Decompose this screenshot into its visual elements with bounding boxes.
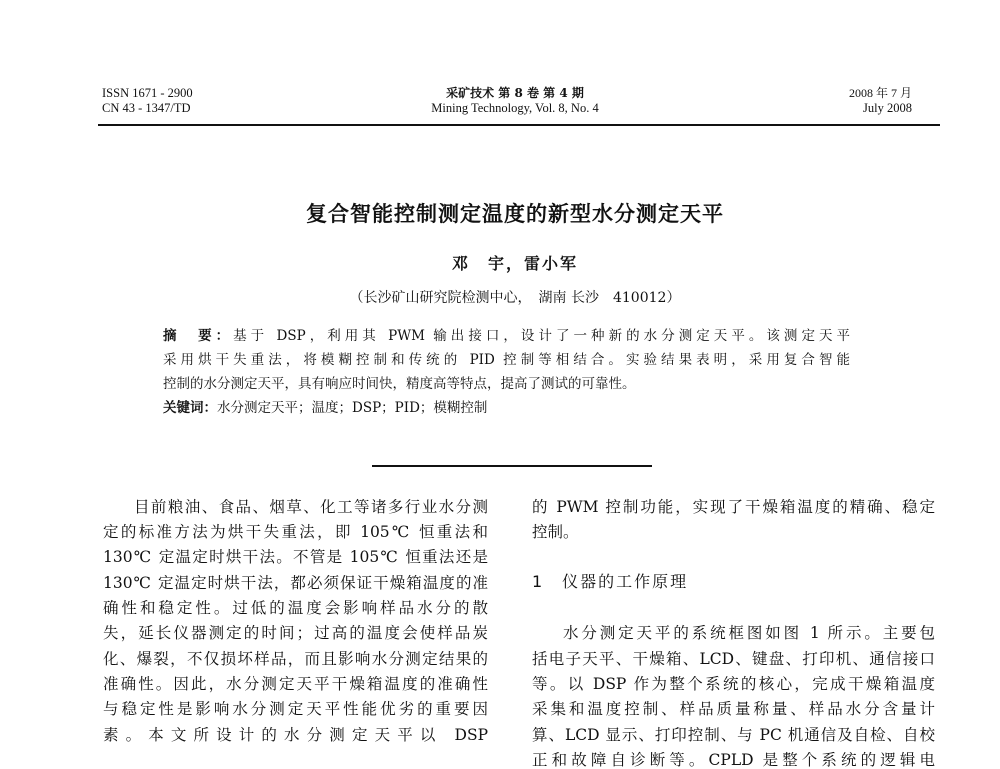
journal-name-block	[360, 86, 670, 116]
body-line: 采集和温度控制、样品质量称量、样品水分含量计	[532, 700, 935, 718]
body-line: 目前粮油、食品、烟草、化工等诸多行业水分测	[134, 498, 488, 516]
body-line: 定的标准方法为烘干失重法，即 105℃ 恒重法和	[103, 523, 488, 541]
date-en: July 2008	[863, 101, 912, 115]
body-line: 确性和稳定性。过低的温度会影响样品水分的散	[103, 599, 488, 617]
body-line: 水分测定天平的系统框图如图 1 所示。主要包	[563, 624, 935, 642]
cn-number: CN 43 - 1347/TD	[102, 101, 191, 115]
journal-name-en: Mining Technology, Vol. 8, No. 4	[431, 101, 599, 115]
affiliation: （长沙矿山研究院检测中心， 湖南 长沙 410012）	[349, 290, 681, 306]
separator-rule	[372, 465, 652, 467]
section-heading: 1 仪器的工作原理	[532, 572, 689, 591]
body-line: 正和故障自诊断等。CPLD 是整个系统的逻辑电	[532, 751, 935, 769]
body-line: 的 PWM 控制功能，实现了干燥箱温度的精确、稳定	[532, 498, 935, 516]
body-line: 130℃ 定温定时烘干法，都必须保证干燥箱温度的准	[103, 574, 488, 592]
journal-issn-block	[102, 86, 193, 116]
body-line: 失，延长仪器测定的时间；过高的温度会使样品炭	[103, 624, 488, 642]
keywords-label: 关键词：	[163, 400, 217, 416]
abstract-line: 采用烘干失重法，将模糊控制和传统的 PID 控制等相结合。实验结果表明，采用复合智能	[163, 352, 850, 368]
body-line: 准确性。因此，水分测定天平干燥箱温度的准确性	[103, 675, 488, 693]
body-line: 与稳定性是影响水分测定天平性能优劣的重要因	[103, 700, 488, 718]
date-cn: 2008 年 7 月	[848, 86, 912, 100]
abstract-line: 控制的水分测定天平，具有响应时间快，精度高等特点，提高了测试的可靠性。	[163, 376, 636, 392]
keywords: 水分测定天平；温度；DSP；PID；模糊控制	[217, 400, 488, 416]
journal-name-cn: 采矿技术 第 8 卷 第 4 期	[446, 86, 584, 100]
header-rule	[98, 124, 940, 126]
abstract-line: 摘 要：基于 DSP，利用其 PWM 输出接口，设计了一种新的水分测定天平。该测定天平	[163, 328, 851, 344]
keywords-line	[163, 400, 850, 416]
abstract-label: 摘 要：	[163, 328, 234, 344]
journal-date-block	[849, 86, 912, 116]
issn: ISSN 1671 - 2900	[102, 86, 193, 100]
body-line: 控制。	[532, 523, 579, 541]
body-line: 化、爆裂，不仅损坏样品，而且影响水分测定结果的	[103, 650, 488, 668]
body-line: 算、LCD 显示、打印控制、与 PC 机通信及自检、自校	[532, 726, 935, 744]
authors: 邓 宇，雷小军	[451, 254, 578, 273]
body-line: 等。以 DSP 作为整个系统的核心，完成干燥箱温度	[532, 675, 935, 693]
body-line: 130℃ 定温定时烘干法。不管是 105℃ 恒重法还是	[103, 548, 488, 566]
body-line: 素。本文所设计的水分测定天平以 DSP	[103, 726, 488, 744]
paper-title: 复合智能控制测定温度的新型水分测定天平	[306, 202, 724, 226]
body-line: 括电子天平、干燥箱、LCD、键盘、打印机、通信接口	[532, 650, 935, 668]
